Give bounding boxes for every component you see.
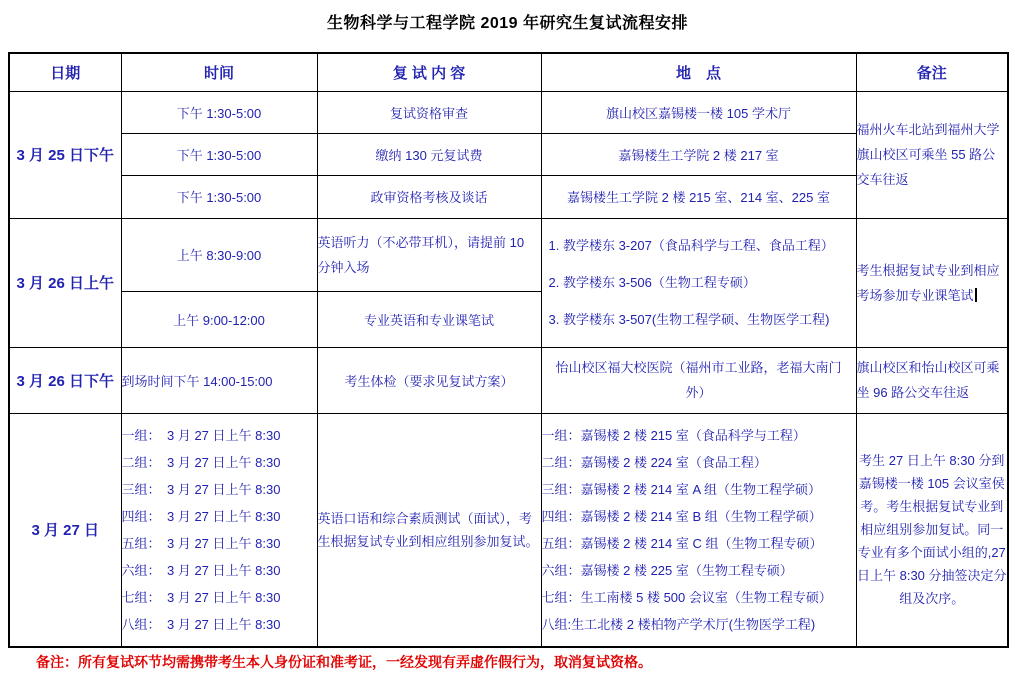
location-cell: 怡山校区福大校医院（福州市工业路，老福大南门外） bbox=[541, 347, 856, 413]
time-cell bbox=[121, 413, 317, 647]
page-title: 生物科学与工程学院 2019 年研究生复试流程安排 bbox=[327, 15, 688, 32]
date-cell-mar26pm: 3 月 26 日下午 bbox=[9, 347, 121, 413]
time-cell: 下午 1:30-5:00 bbox=[121, 133, 317, 175]
group-room-item: 四组：嘉锡楼 2 楼 214 室 B 组（生物工程学硕） bbox=[541, 508, 822, 524]
location-cell: 嘉锡楼生工学院 2 楼 215 室、214 室、225 室 bbox=[541, 175, 856, 218]
footer-note: 备注：所有复试环节均需携带考生本人身份证和准考证，一经发现有弄虚作假行为，取消复试资格。 bbox=[36, 654, 652, 670]
table-row bbox=[9, 218, 1008, 292]
date-cell-mar26am: 3 月 26 日上午 bbox=[9, 218, 121, 347]
group-room-item: 二组：嘉锡楼 2 楼 224 室（食品工程） bbox=[541, 454, 767, 470]
group-room-item: 七组：生工南楼 5 楼 500 会议室（生物工程专硕） bbox=[541, 589, 832, 605]
group-time-item: 五组： 3 月 27 日上午 8:30 bbox=[121, 535, 281, 551]
notes-cell: 旗山校区和怡山校区可乘坐 96 路公交车往返 bbox=[856, 347, 1008, 413]
content-cell: 英语口语和综合素质测试（面试），考生根据复试专业到相应组别参加复试。 bbox=[317, 413, 541, 647]
date-cell-mar27: 3 月 27 日 bbox=[9, 413, 121, 647]
header-location: 地 点 bbox=[541, 53, 856, 91]
group-room-item: 一组：嘉锡楼 2 楼 215 室（食品科学与工程） bbox=[541, 427, 806, 443]
content-cell: 英语听力（不必带耳机），请提前 10 分钟入场 bbox=[317, 218, 541, 292]
notes-text: 考生根据复试专业到相应考场参加专业课笔试 bbox=[856, 262, 1000, 303]
text-cursor bbox=[975, 288, 977, 302]
header-notes: 备注 bbox=[856, 53, 1008, 91]
time-cell: 下午 1:30-5:00 bbox=[121, 91, 317, 133]
header-date: 日期 bbox=[9, 53, 121, 91]
content-cell: 专业英语和专业课笔试 bbox=[317, 292, 541, 347]
group-time-item: 一组： 3 月 27 日上午 8:30 bbox=[121, 427, 281, 443]
content-cell: 考生体检（要求见复试方案） bbox=[317, 347, 541, 413]
group-time-item: 七组： 3 月 27 日上午 8:30 bbox=[121, 589, 281, 605]
content-cell: 政审资格考核及谈话 bbox=[317, 175, 541, 218]
exam-room-item: 3. 教学楼东 3-507(生物工程学硕、生物医学工程) bbox=[548, 311, 830, 327]
location-cell: 旗山校区嘉锡楼一楼 105 学术厅 bbox=[541, 91, 856, 133]
group-room-item: 八组:生工北楼 2 楼柏物产学术厅(生物医学工程) bbox=[541, 616, 816, 632]
table-row bbox=[9, 347, 1008, 413]
exam-room-item: 2. 教学楼东 3-506（生物工程专硕） bbox=[548, 274, 756, 290]
exam-room-list bbox=[542, 219, 856, 347]
exam-room-item: 1. 教学楼东 3-207（食品科学与工程、食品工程） bbox=[548, 237, 834, 253]
location-cell bbox=[541, 413, 856, 647]
table-header-row bbox=[9, 53, 1008, 91]
group-time-item: 三组： 3 月 27 日上午 8:30 bbox=[121, 481, 281, 497]
header-time: 时间 bbox=[121, 53, 317, 91]
location-cell: 嘉锡楼生工学院 2 楼 217 室 bbox=[541, 133, 856, 175]
location-cell bbox=[541, 218, 856, 347]
group-time-item: 六组： 3 月 27 日上午 8:30 bbox=[121, 562, 281, 578]
header-content: 复 试 内 容 bbox=[317, 53, 541, 91]
date-cell-mar25: 3 月 25 日下午 bbox=[9, 91, 121, 218]
time-cell: 下午 1:30-5:00 bbox=[121, 175, 317, 218]
time-cell: 到场时间下午 14:00-15:00 bbox=[121, 347, 317, 413]
notes-cell: 福州火车北站到福州大学旗山校区可乘坐 55 路公交车往返 bbox=[856, 91, 1008, 218]
content-cell: 缴纳 130 元复试费 bbox=[317, 133, 541, 175]
content-cell: 复试资格审查 bbox=[317, 91, 541, 133]
notes-cell bbox=[856, 218, 1008, 347]
group-time-item: 四组： 3 月 27 日上午 8:30 bbox=[121, 508, 281, 524]
time-cell: 上午 8:30-9:00 bbox=[121, 218, 317, 292]
group-room-item: 六组：嘉锡楼 2 楼 225 室（生物工程专硕） bbox=[541, 562, 793, 578]
table-row bbox=[9, 91, 1008, 133]
group-time-item: 八组： 3 月 27 日上午 8:30 bbox=[121, 616, 281, 632]
group-time-item: 二组： 3 月 27 日上午 8:30 bbox=[121, 454, 281, 470]
group-room-item: 三组：嘉锡楼 2 楼 214 室 A 组（生物工程学硕） bbox=[541, 481, 822, 497]
notes-cell: 考生 27 日上午 8:30 分到嘉锡楼一楼 105 会议室侯考。考生根据复试专业到相应组别参加复试。同一专业有多个面试小组的,27 日上午 8:30 分抽签决定分组及次序。 bbox=[856, 413, 1008, 647]
time-cell: 上午 9:00-12:00 bbox=[121, 292, 317, 347]
table-row bbox=[9, 413, 1008, 647]
schedule-table bbox=[8, 52, 1009, 648]
group-room-item: 五组：嘉锡楼 2 楼 214 室 C 组（生物工程专硕） bbox=[541, 535, 823, 551]
